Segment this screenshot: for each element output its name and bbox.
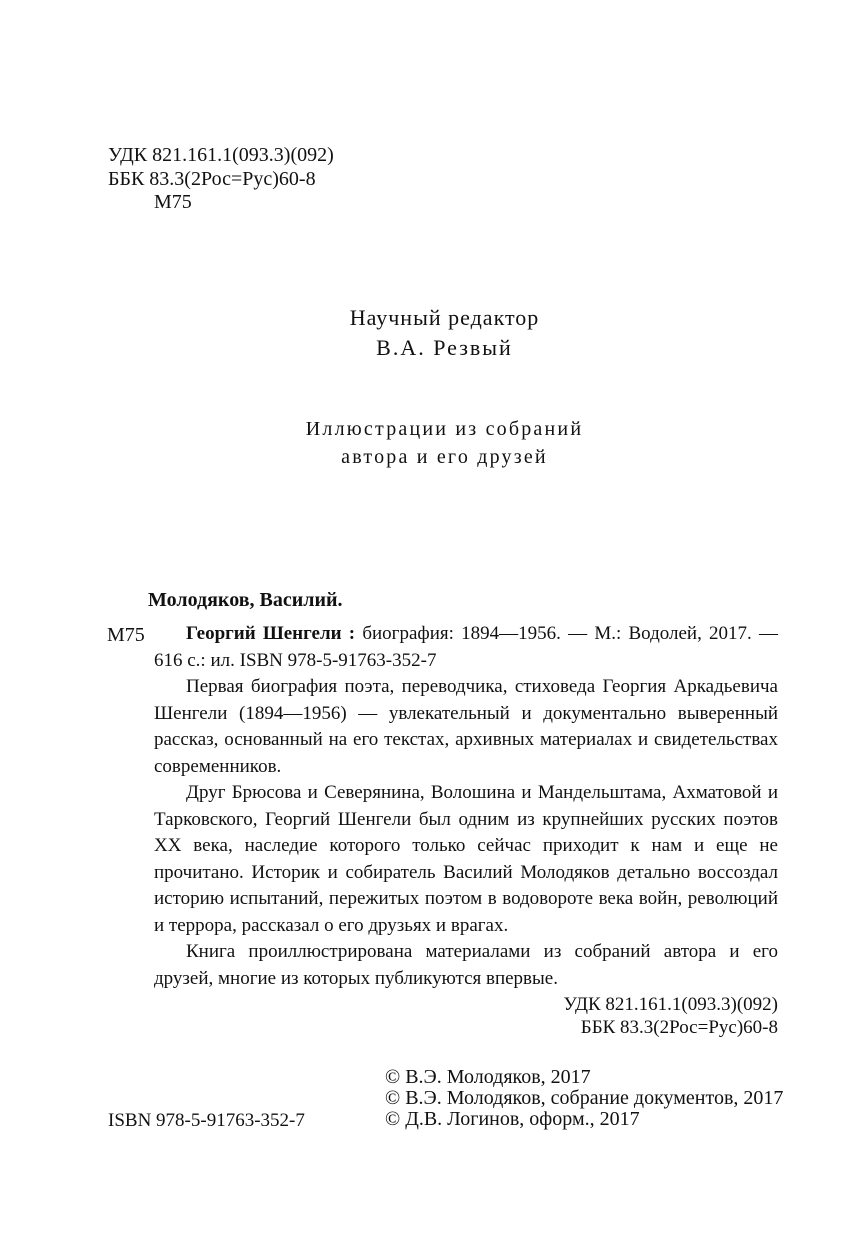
catalog-author: Молодяков, Василий. <box>148 589 343 611</box>
editor-role: Научный редактор <box>349 305 540 330</box>
udk-code-bottom: УДК 821.161.1(093.3)(092) <box>563 994 778 1015</box>
bibliographic-record <box>154 621 778 674</box>
annotation-paragraph-3: Книга проиллюстрирована материалами из собраний автора и его друзей, многие из которых публикуются впервые. <box>154 941 778 989</box>
annotation-paragraph-2: Друг Брюсова и Северянина, Волошина и Мандельштама, Ахматовой и Тарковского, Георгий Шенгели был одним из крупнейших русских поэтов XX века, наследие которого только сейчас приходит к нам и еще не прочитано. Историк и собиратель Василий Молодяков детально воссоздал историю испытаний, пережитых поэтом в водовороте века войн, революций и террора, рассказал о его друзьях и врагах. <box>154 782 778 936</box>
udk-code-top: УДК 821.161.1(093.3)(092) <box>108 144 334 166</box>
bbk-code-bottom: ББК 83.3(2Рос=Рус)60-8 <box>580 1017 778 1038</box>
illustrations-note-line-1: Иллюстрации из собраний <box>305 418 584 440</box>
copyright-line-1: © В.Э. Молодяков, 2017 <box>385 1066 591 1088</box>
illustrations-note-line-2: автора и его друзей <box>341 446 548 468</box>
author-mark-top: М75 <box>154 191 192 213</box>
copyright-line-2: © В.Э. Молодяков, собрание документов, 2017 <box>385 1087 784 1109</box>
isbn: ISBN 978-5-91763-352-7 <box>108 1110 305 1131</box>
book-title: Георгий Шенгели : <box>186 623 356 644</box>
editor-name: В.А. Резвый <box>376 335 513 360</box>
bbk-code-top: ББК 83.3(2Рос=Рус)60-8 <box>108 168 316 190</box>
annotation-paragraph-1: Первая биография поэта, переводчика, стиховеда Георгия Аркадьевича Шенгели (1894—1956) — увлекательный и документально выверенный рассказ, основанный на его текстах, архивных материалах и свидетельствах современников. <box>154 676 778 777</box>
catalog-author-mark: М75 <box>107 624 145 646</box>
copyright-line-3: © Д.В. Логинов, оформ., 2017 <box>385 1108 640 1130</box>
bibliographic-info: биография: 1894—1956. — М.: Водолей, 2017. — 616 с.: ил. ISBN 978-5-91763-352-7 <box>154 623 779 671</box>
